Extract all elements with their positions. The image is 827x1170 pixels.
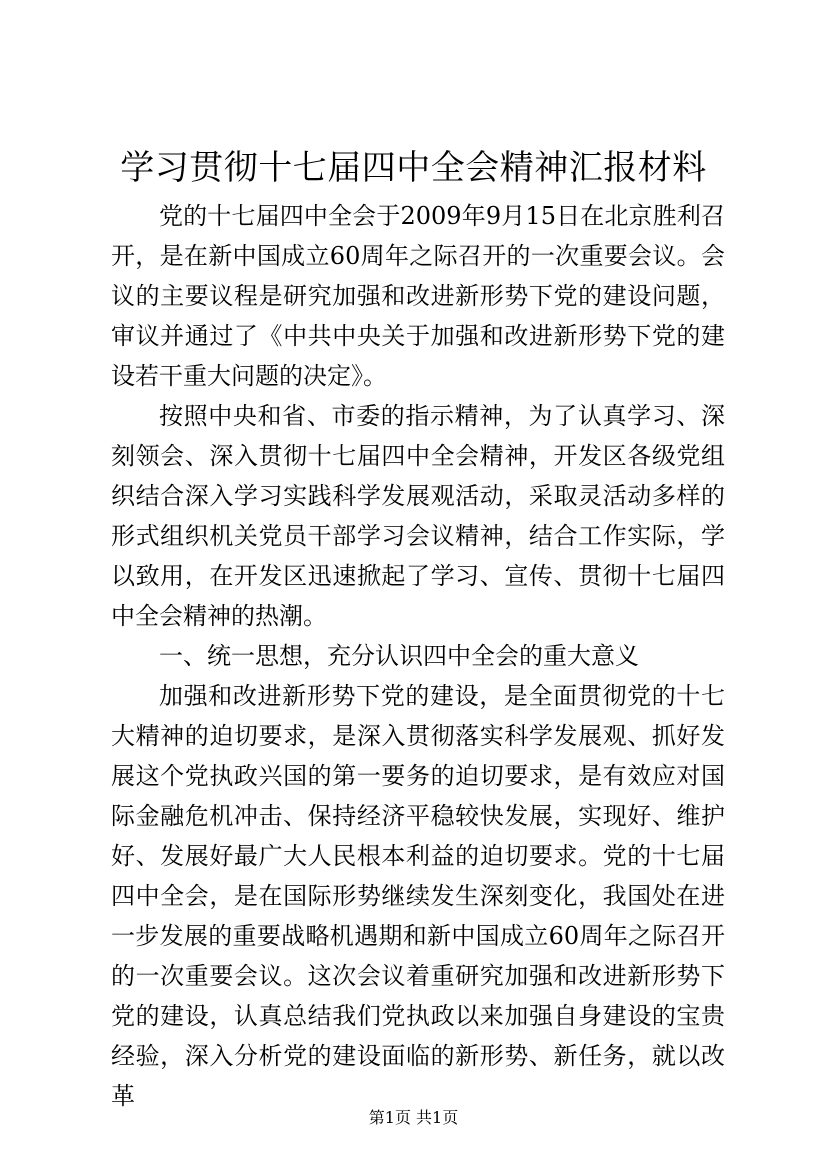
- paragraph-intro: 党的十七届四中全会于2009年9月15日在北京胜利召开，是在新中国成立60周年之际召开的一次重要会议。会议的主要议程是研究加强和改进新形势下党的建设问题，审议并通过了《中共中央关于加强和改进新形势下党的建设若干重大问题的决定》。: [111, 202, 725, 390]
- document-title: 学习贯彻十七届四中全会精神汇报材料: [120, 148, 707, 188]
- paragraph-implementation: 按照中央和省、市委的指示精神，为了认真学习、深刻领会、深入贯彻十七届四中全会精神，开发区各级党组织结合深入学习实践科学发展观活动，采取灵活动多样的形式组织机关党员干部学习会议精神，结合工作实际，学以致用，在开发区迅速掀起了学习、宣传、贯彻十七届四中全会精神的热潮。: [111, 402, 725, 630]
- document-body: [111, 196, 725, 1116]
- page-footer: 第1页 共1页: [368, 1108, 459, 1127]
- section-heading: 一、统一思想，充分认识四中全会的重大意义: [159, 642, 639, 670]
- paragraph-significance: 加强和改进新形势下党的建设，是全面贯彻党的十七大精神的迫切要求，是深入贯彻落实科学发展观、抓好发展这个党执政兴国的第一要务的迫切要求，是有效应对国际金融危机冲击、保持经济平稳较快发展，实现好、维护好、发展好最广大人民根本利益的迫切要求。党的十七届四中全会，是在国际形势继续发生深刻变化，我国处在进一步发展的重要战略机遇期和新中国成立60周年之际召开的一次重要会议。这次会议着重研究加强和改进新形势下党的建设，认真总结我们党执政以来加强自身建设的宝贵经验，深入分析党的建设面临的新形势、新任务，就以改革: [111, 682, 725, 1110]
